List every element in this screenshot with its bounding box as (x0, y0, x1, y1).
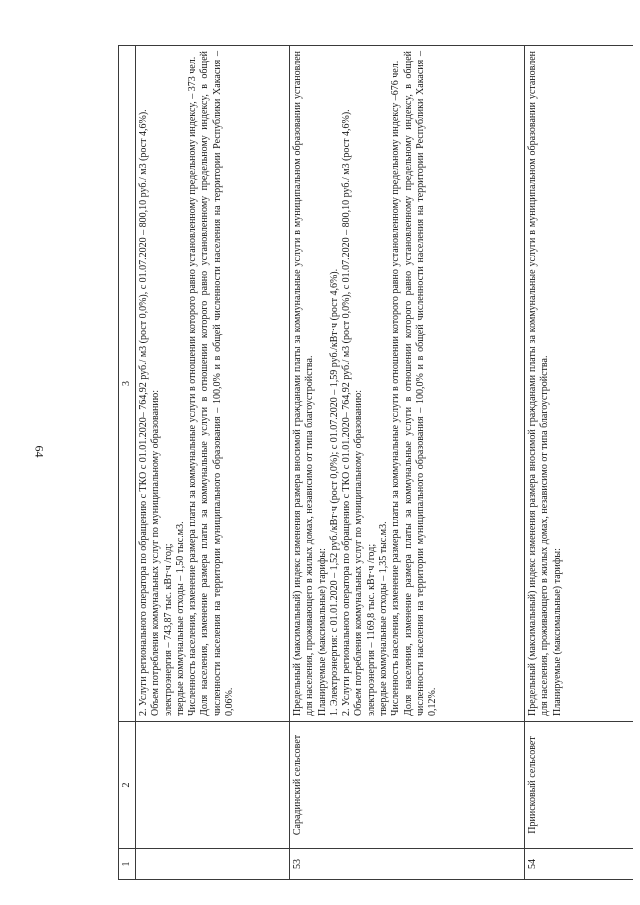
description-line: электроэнергия – 1169,8 тыс. кВт·ч /год; (365, 543, 377, 716)
header-col-1: 1 (119, 849, 136, 880)
description-line: твердые коммунальные отходы – 1,35 тыс.м3. (378, 521, 390, 716)
row-description (525, 46, 634, 722)
description-line: Доля населения, изменение размера платы за коммунальные услуги в отношении которого равно установленному предельному индексу, в общей численности населения на территории муниципального образования – 100,0% и в общей численности населения на территории Республики Хакасия – 0,12%. (402, 51, 439, 716)
description-line: Планируемые (максимальные) тарифы: (551, 548, 563, 716)
description-line: Численность населения, изменение размера платы за коммунальные услуги в отношении которого равно установленному предельному индексу –676 чел. (390, 60, 402, 716)
description-line: Предельный (максимальный) индекс изменения размера вносимой гражданами платы за коммунальные услуги в муниципальном образовании установлен для населения, проживающего в жилых домах, независимо от типа благоустройства. (292, 51, 316, 716)
description-line: твердые коммунальные отходы – 1,50 тыс.м3. (174, 521, 186, 716)
municipality-name: Приисковый сельсовет (525, 722, 634, 849)
description-line: электроэнергия – 743,87 тыс. кВт·ч /год; (162, 543, 174, 716)
description-line: 2. Услуги регионального оператора по обращению с ТКО с 01.01.2020– 764,92 руб./ м3 (рост 0,0%), с 01.07.2020 – 800,10 руб./ м3 (рост 4,6%). (341, 109, 353, 716)
rotated-table-area (118, 45, 633, 880)
description-line: Планируемые (максимальные) тарифы: (316, 548, 328, 716)
header-col-3: 3 (119, 46, 136, 722)
table-wrapper (118, 45, 633, 880)
row-number: 53 (290, 849, 525, 880)
row-number (136, 849, 290, 880)
description-line: Доля населения, изменение размера платы за коммунальные услуги в отношении которого равно установленному предельному индексу, в общей численности населения на территории муниципального образования – 100,0% и в общей численности населения на территории Республики Хакасия – 0,06%. (199, 51, 236, 716)
row-description (290, 46, 525, 722)
description-line: Объем потребления коммунальных услуг по муниципальному образованию: (150, 390, 162, 716)
table-row (290, 46, 525, 880)
description-line: 2. Услуги регионального оператора по обращению с ТКО с 01.01.2020– 764,92 руб./ м3 (рост 0,0%), с 01.07.2020 – 800,10 руб./ м3 (рост 4,6%). (138, 109, 149, 716)
tariff-table (118, 45, 633, 880)
description-line: 1. Электроэнергия: с 01.01.2020 – 1,52 руб./кВт·ч (рост 0,0%); с 01.07.2020 – 1,59 руб./кВт·ч (рост 4,6%). (328, 268, 340, 716)
municipality-name (136, 722, 290, 849)
table-header-row (119, 46, 136, 880)
page-number: 64 (32, 445, 47, 458)
description-line: Численность населения, изменение размера платы за коммунальные услуги в отношении которого равно установленному предельному индексу, – 373 чел. (187, 56, 199, 716)
description-line: Предельный (максимальный) индекс изменения размера вносимой гражданами платы за коммунальные услуги в муниципальном образовании установлен для населения, проживающего в жилых домах, независимо от типа благоустройства. (527, 51, 551, 716)
row-description (136, 46, 290, 722)
header-col-2: 2 (119, 722, 136, 849)
table-row (136, 46, 290, 880)
table-row (525, 46, 634, 880)
municipality-name: Сарадинский сельсовет (290, 722, 525, 849)
description-line: Объем потребления коммунальных услуг по муниципальному образованию: (353, 390, 365, 716)
row-number: 54 (525, 849, 634, 880)
